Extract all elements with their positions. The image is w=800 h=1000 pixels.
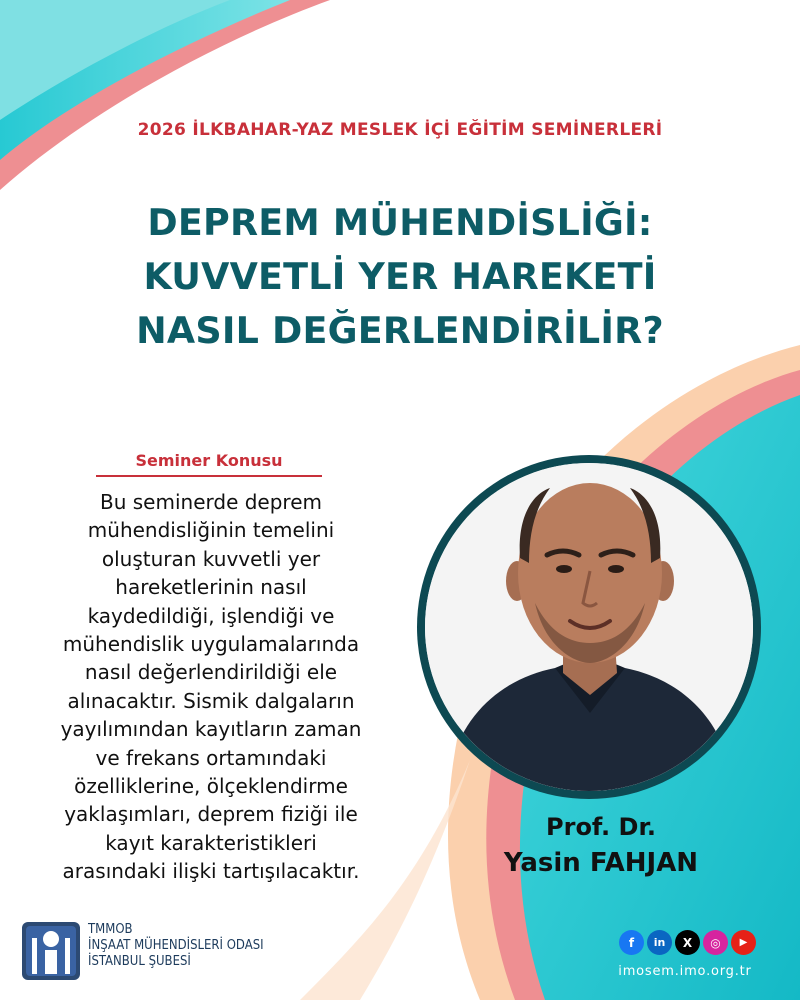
description-line: kaydedildiği, işlendiği ve [87,603,335,628]
seminar-title-line: NASIL DEĞERLENDİRİLİR? [136,309,664,352]
x-icon[interactable]: X [675,930,700,955]
description-line: arasındaki ilişki tartışılacaktır. [62,859,360,884]
organization-line: İNŞAAT MÜHENDİSLERİ ODASI [88,938,264,953]
topic-underline [96,475,322,477]
series-title: 2026 İLKBAHAR-YAZ MESLEK İÇİ EĞİTİM SEMİNERLERİ [137,120,663,140]
description-line: Bu seminerde deprem [100,490,322,514]
seminar-title-line: DEPREM MÜHENDİSLİĞİ: [147,201,653,244]
facebook-icon[interactable]: f [619,930,644,955]
description-line: yayılımından kayıtların zaman [60,717,362,742]
description-line: mühendisliğinin temelini [87,518,335,543]
organization-line: TMMOB [88,922,133,937]
topic-label: Seminer Konusu [135,451,283,470]
seminar-title [40,196,760,358]
description-line: alınacaktır. Sismik dalgaların [67,688,355,713]
speaker-photo [425,463,753,791]
seminar-title-line: KUVVETLİ YER HAREKETİ [143,255,657,298]
youtube-icon[interactable]: ▶ [731,930,756,955]
website-link[interactable]: imosem.imo.org.tr [618,964,752,979]
social-icons [619,930,756,955]
description-line: yaklaşımları, deprem fiziği ile [64,802,358,827]
description-line: mühendislik uygulamalarında [62,632,360,657]
organization-name [88,922,264,970]
description-line: özelliklerine, ölçeklendirme [74,774,348,799]
organization-line: İSTANBUL ŞUBESİ [88,954,191,969]
instagram-icon[interactable]: ◎ [703,930,728,955]
speaker-title: Prof. Dr. [546,813,656,841]
description-line: oluşturan kuvvetli yer [101,546,321,571]
speaker-name: Yasin FAHJAN [503,848,699,878]
imo-logo [22,922,80,980]
topic-description [20,488,402,886]
description-line: hareketlerinin nasıl [115,575,307,600]
description-line: nasıl değerlendirildiği ele [84,660,338,685]
description-line: ve frekans ortamındaki [95,745,327,770]
linkedin-icon[interactable]: in [647,930,672,955]
description-line: kayıt karakteristikleri [105,830,317,855]
